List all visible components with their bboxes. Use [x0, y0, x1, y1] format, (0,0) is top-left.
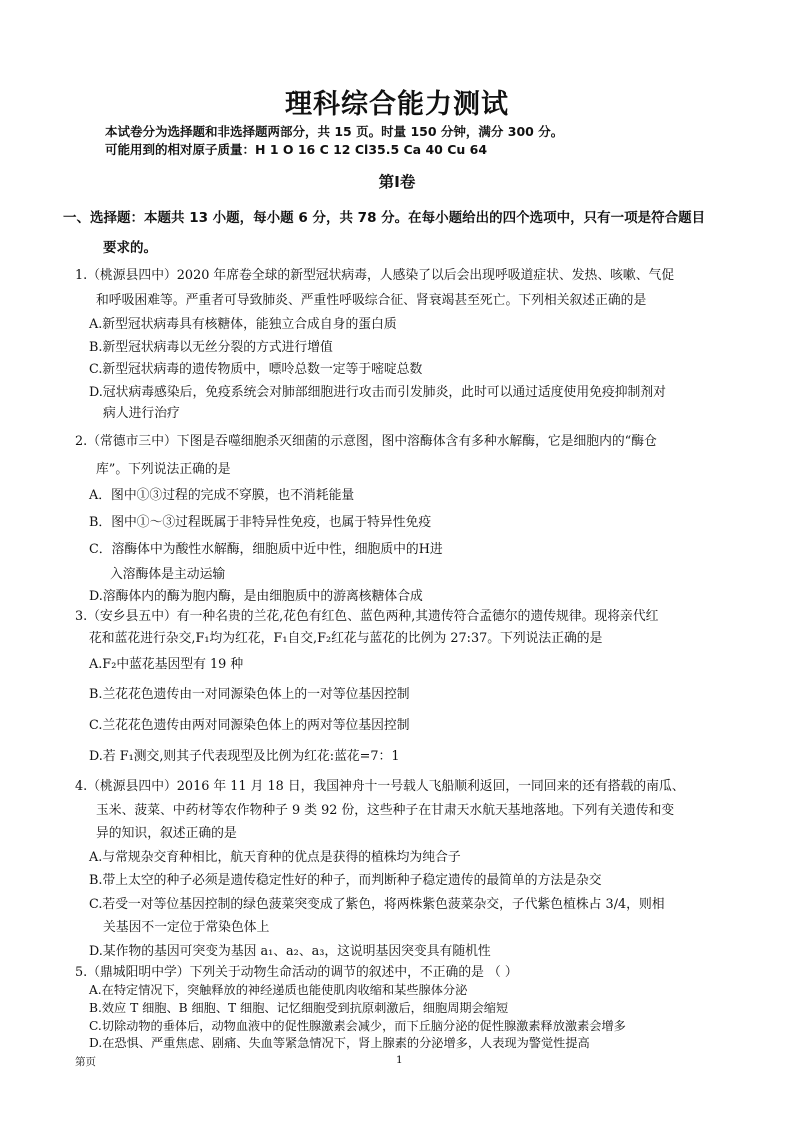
volume-heading: 第Ⅰ卷: [378, 173, 416, 191]
option-d: D.某作物的基因可突变为基因 a₁、a₂、a₃，这说明基因突变具有随机性: [89, 944, 491, 959]
option-a: A.与常规杂交育种相比，航天育种的优点是获得的植株均为纯合子: [89, 850, 461, 865]
footer-page-number: 1: [396, 1054, 403, 1066]
option-d: D.冠状病毒感染后，免疫系统会对肺部细胞进行攻击而引发肺炎，此时可以通过适度使用免疫抑制剂对: [89, 385, 666, 400]
option-b: B.效应 T 细胞、B 细胞、T 细胞、记忆细胞受到抗原刺激后，细胞周期会缩短: [89, 1001, 509, 1015]
question-stem-line: 2.（常德市三中）下图是吞噬细胞杀灭细菌的示意图，图中溶酶体含有多种水解酶，它是细胞内的“酶仓: [75, 434, 657, 449]
option-d: D.在恐惧、严重焦虑、剧痛、失血等紧急情况下，肾上腺素的分泌增多，人表现为警觉性提高: [89, 1036, 590, 1050]
option-c-continued: 入溶酶体是主动运输: [110, 567, 226, 582]
page-title: 理科综合能力测试: [285, 89, 509, 120]
question-stem-line: 异的知识，叙述正确的是: [96, 826, 237, 841]
option-d-continued: 病人进行治疗: [103, 406, 180, 421]
footer-page-label: 第页: [75, 1056, 96, 1068]
option-c: C.若受一对等位基因控制的绿色菠菜突变成了紫色，将两株紫色菠菜杂交，子代紫色植株占 3/4，则相: [89, 897, 665, 912]
section-heading-line-2: 要求的。: [103, 240, 157, 256]
option-b: B.兰花花色遗传由一对同源染色体上的一对等位基因控制: [89, 687, 410, 702]
option-a: A.在特定情况下，突触释放的神经递质也能使肌肉收缩和某些腺体分泌: [89, 983, 468, 997]
option-b: B.新型冠状病毒以无丝分裂的方式进行增值: [89, 340, 333, 355]
option-b: B．图中①～③过程既属于非特异性免疫，也属于特异性免疫: [89, 515, 432, 530]
question-stem-line: 3.（安乡县五中）有一种名贵的兰花,花色有红色、蓝色两种,其遗传符合孟德尔的遗传规律。现将亲代红: [75, 609, 659, 624]
question-stem-line: 和呼吸困难等。严重者可导致肺炎、严重性呼吸综合征、肾衰竭甚至死亡。下列相关叙述正确的是: [96, 293, 647, 308]
option-b: B.带上太空的种子必须是遗传稳定性好的种子，而判断种子稳定遗传的最简单的方法是杂交: [89, 873, 602, 888]
question-stem-line: 玉米、菠菜、中药材等农作物种子 9 类 92 份，这些种子在甘肃天水航天基地落地。下列有关遗传和变: [96, 803, 675, 818]
section-heading-line-1: 一、选择题：本题共 13 小题，每小题 6 分，共 78 分。在每小题给出的四个选项中，只有一项是符合题目: [63, 210, 706, 226]
option-a: A.新型冠状病毒具有核糖体，能独立合成自身的蛋白质: [89, 317, 397, 332]
option-a: A．图中①③过程的完成不穿膜，也不消耗能量: [89, 488, 355, 503]
option-d: D.若 F₁测交,则其子代表现型及比例为红花:蓝花=7：1: [89, 749, 400, 764]
option-c: C.新型冠状病毒的遗传物质中，嘌呤总数一定等于嘧啶总数: [89, 362, 423, 377]
question-stem-line: 1.（桃源县四中）2020 年席卷全球的新型冠状病毒，人感染了以后会出现呼吸道症状、发热、咳嗽、气促: [75, 268, 675, 283]
option-c: C．溶酶体中为酸性水解酶，细胞质中近中性，细胞质中的H进: [89, 542, 443, 557]
question-stem-line: 5.（鼎城阳明中学）下列关于动物生命活动的调节的叙述中，不正确的是 （ ）: [75, 965, 518, 980]
intro-line-1: 本试卷分为选择题和非选择题两部分，共 15 页。时量 150 分钟，满分 300 分。: [105, 124, 564, 139]
option-a: A.F₂中蓝花基因型有 19 种: [89, 657, 244, 672]
option-c-continued: 关基因不一定位于常染色体上: [103, 920, 270, 935]
option-d: D.溶酶体内的酶为胞内酶，是由细胞质中的游离核糖体合成: [89, 589, 423, 604]
question-stem-line: 库”。下列说法正确的是: [96, 462, 231, 477]
question-stem-line: 花和蓝花进行杂交,F₁均为红花，F₁自交,F₂红花与蓝花的比例为 27:37。下列说法正确的是: [89, 631, 603, 646]
question-stem-line: 4.（桃源县四中）2016 年 11 月 18 日，我国神舟十一号载人飞船顺利返回，一同回来的还有搭载的南瓜、: [75, 779, 685, 794]
option-c: C.切除动物的垂体后，动物血液中的促性腺激素会减少，而下丘脑分泌的促性腺激素释放激素会增多: [89, 1019, 626, 1033]
intro-line-2: 可能用到的相对原子质量：H 1 O 16 C 12 Cl35.5 Ca 40 Cu 64: [105, 142, 488, 157]
option-c: C.兰花花色遗传由两对同源染色体上的两对等位基因控制: [89, 718, 410, 733]
